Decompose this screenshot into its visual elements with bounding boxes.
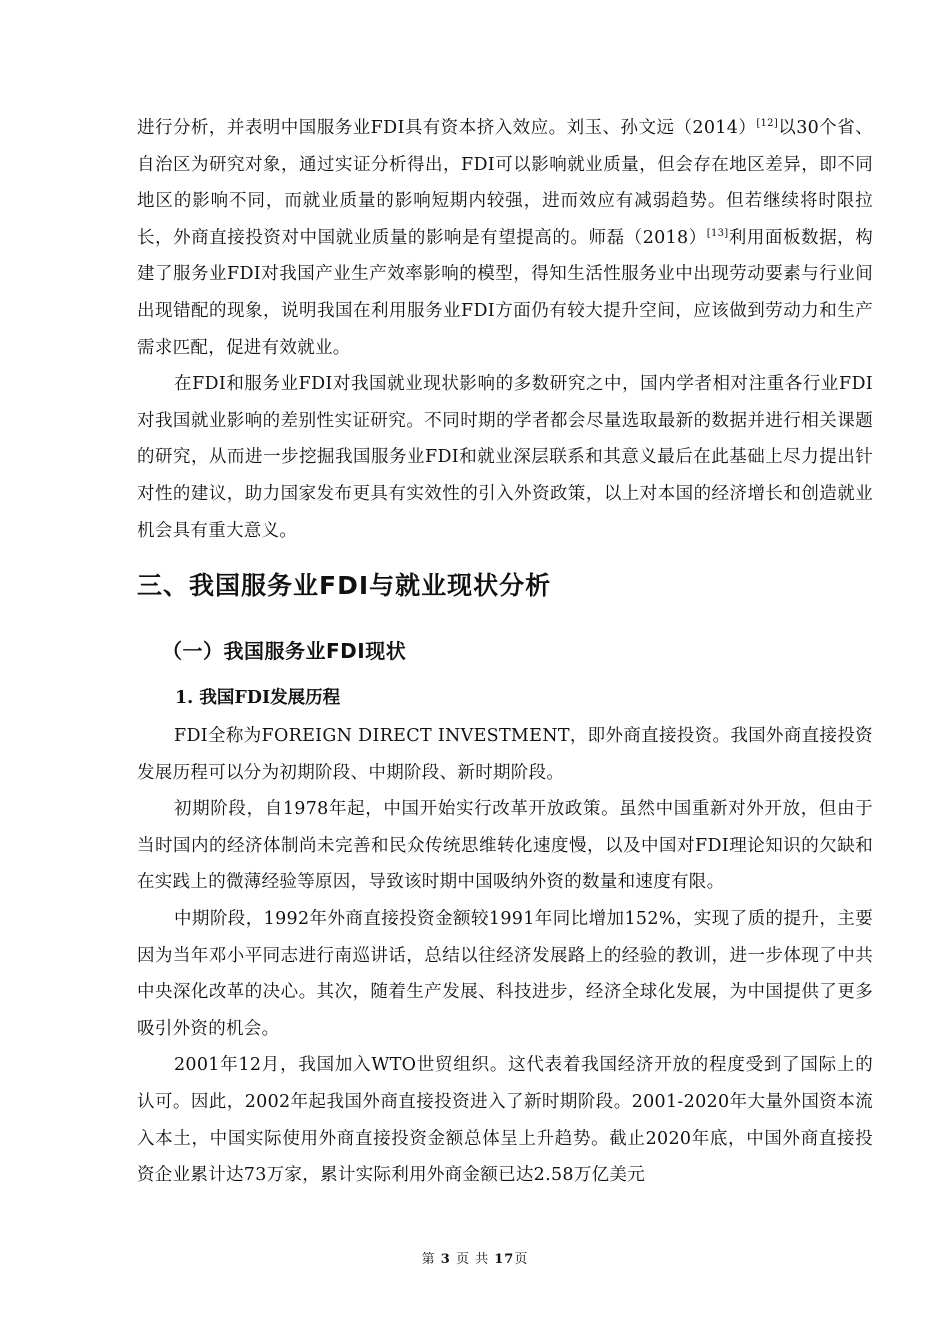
footer-prefix: 第 — [421, 1252, 436, 1267]
body-text-top — [137, 110, 873, 549]
paragraph-text: 利用面板数据，构建了服务业FDI对我国产业生产效率影响的模型，得知生活性服务业中出现劳动要素与行业间出现错配的现象，说明我国在利用服务业FDI方面仍有较大提升空间，应该做到劳动力和生产需求匹配，促进有效就业。 — [137, 227, 874, 358]
paragraph: 在FDI和服务业FDI对我国就业现状影响的多数研究之中，国内学者相对注重各行业FDI对我国就业影响的差别性实证研究。不同时期的学者都会尽量选取最新的数据并进行相关课题的研究，从而进一步挖掘我国服务业FDI和就业深层联系和其意义最后在此基础上尽力提出针对性的建议，助力国家发布更具有实效性的引入外资政策，以上对本国的经济增长和创造就业机会具有重大意义。 — [137, 374, 873, 541]
paragraph: 初期阶段，自1978年起，中国开始实行改革开放政策。虽然中国重新对外开放，但由于当时国内的经济体制尚未完善和民众传统思维转化速度慢，以及中国对FDI理论知识的欠缺和在实践上的微薄经验等原因，导致该时期中国吸纳外资的数量和速度有限。 — [137, 799, 873, 893]
citation-marker: [13] — [706, 227, 729, 239]
footer-suffix: 页 — [514, 1252, 529, 1267]
subsection-heading: （一）我国服务业FDI现状 — [162, 639, 407, 663]
paragraph: 中期阶段，1992年外商直接投资金额较1991年同比增加152%，实现了质的提升，主要因为当年邓小平同志进行南巡讲话，总结以往经济发展路上的经验的教训，进一步体现了中共中央深化改革的决心。其次，随着生产发展、科技进步，经济全球化发展，为中国提供了更多吸引外资的机会。 — [137, 908, 873, 1039]
section-heading: 三、我国服务业FDI与就业现状分析 — [137, 571, 552, 600]
total-pages: 17 — [494, 1252, 515, 1267]
body-text-bottom — [137, 718, 873, 1194]
paragraph: FDI全称为FOREIGN DIRECT INVESTMENT，即外商直接投资。我国外商直接投资发展历程可以分为初期阶段、中期阶段、新时期阶段。 — [137, 726, 873, 783]
paragraph: 2001年12月，我国加入WTO世贸组织。这代表着我国经济开放的程度受到了国际上的认可。因此，2002年起我国外商直接投资进入了新时期阶段。2001-2020年大量外国资本流入本土，中国实际使用外商直接投资金额总体呈上升趋势。截止2020年底，中国外商直接投资企业累计达73万家，累计实际利用外商金额已达2.58万亿美元 — [137, 1055, 873, 1186]
page-number: 3 — [440, 1252, 451, 1267]
page-footer — [0, 1248, 950, 1267]
paragraph-text: 以30个省、自治区为研究对象，通过实证分析得出，FDI可以影响就业质量，但会存在地区差异，即不同地区的影响不同，而就业质量的影响短期内较强，进而效应有减弱趋势。但若继续将时限拉长，外商直接投资对中国就业质量的影响是有望提高的。师磊（2018） — [137, 118, 873, 248]
subsubsection-heading: 1. 我国FDI发展历程 — [175, 688, 341, 708]
citation-marker: [12] — [756, 118, 779, 130]
footer-middle: 页 共 — [455, 1252, 490, 1267]
paragraph-text: 进行分析，并表明中国服务业FDI具有资本挤入效应。刘玉、孙文远（2014） — [137, 118, 757, 138]
paragraph — [137, 110, 873, 366]
